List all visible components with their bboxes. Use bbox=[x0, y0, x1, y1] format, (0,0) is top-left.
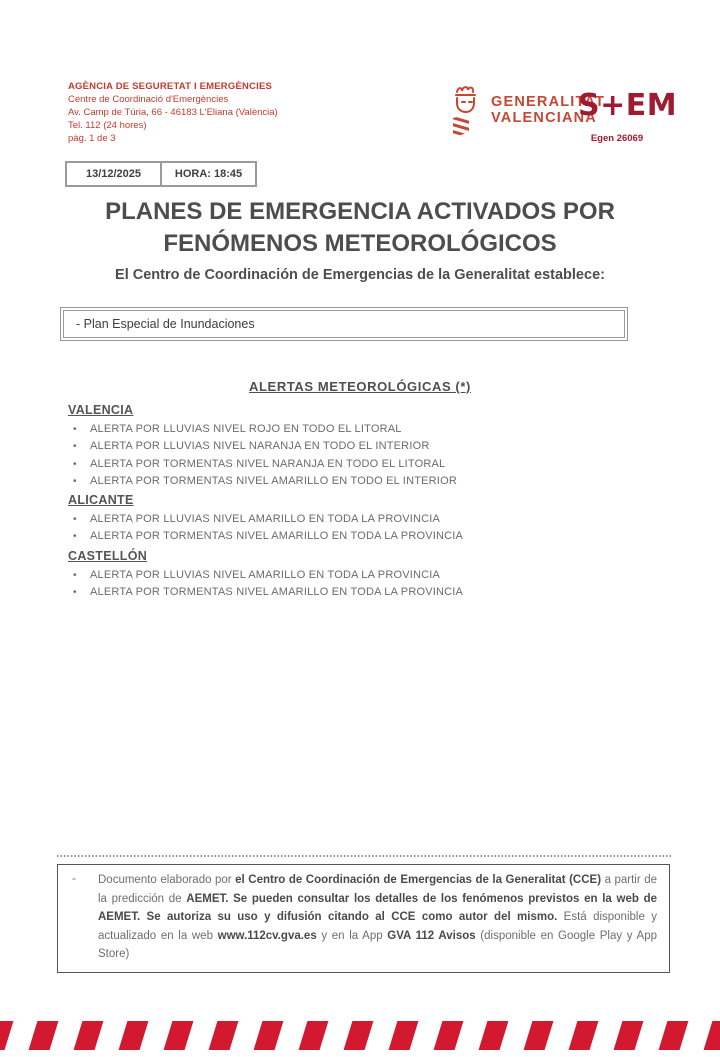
alert-item bbox=[68, 421, 650, 438]
red-stripe-icon bbox=[344, 1021, 374, 1050]
time-value: HORA: 18:45 bbox=[160, 163, 255, 185]
page-title-line2: FENÓMENOS METEOROLÓGICOS bbox=[163, 230, 557, 257]
gva-emblem-icon bbox=[449, 84, 483, 140]
agency-address-line: Tel. 112 (24 hores) bbox=[68, 120, 147, 131]
agency-address bbox=[68, 93, 278, 145]
footer-dash: - bbox=[72, 871, 76, 885]
alert-item bbox=[68, 567, 650, 584]
bullet-icon: • bbox=[73, 441, 77, 453]
dotted-separator bbox=[57, 855, 672, 857]
bullet-icon: • bbox=[73, 475, 77, 487]
province-section bbox=[68, 549, 650, 602]
province-section bbox=[68, 403, 650, 490]
sem-logo-egen-number: Egen 26069 bbox=[590, 133, 644, 144]
red-stripe-icon bbox=[0, 1021, 13, 1050]
alert-item bbox=[68, 473, 650, 490]
alert-text: ALERTA POR LLUVIAS NIVEL AMARILLO EN TODA LA PROVINCIA bbox=[90, 568, 441, 581]
bullet-icon: • bbox=[73, 424, 77, 435]
footer-segment-bold: AEMET. Se pueden consultar los detalles de los fenómenos previstos en la web de AEMET. Se autoriza su uso y difusión citando al CCE como autor del mismo. bbox=[98, 892, 657, 923]
red-stripe-icon bbox=[119, 1021, 149, 1050]
page-title-line1: PLANES DE EMERGENCIA ACTIVADOS POR bbox=[105, 198, 615, 225]
alerts-sections bbox=[68, 400, 650, 601]
alert-text: ALERTA POR TORMENTAS NIVEL AMARILLO EN TODO EL INTERIOR bbox=[90, 474, 457, 487]
agency-address-line: Centre de Coordinació d'Emergències bbox=[68, 94, 229, 105]
alert-text: ALERTA POR TORMENTAS NIVEL AMARILLO EN TODA LA PROVINCIA bbox=[90, 530, 464, 543]
alert-item bbox=[68, 456, 650, 473]
footer-segment: a partir de la predicción de bbox=[98, 874, 657, 905]
province-name: ALICANTE bbox=[68, 493, 134, 508]
footer-segment-bold: www.112cv.gva.es bbox=[217, 929, 317, 942]
datetime-box bbox=[65, 161, 257, 187]
active-plans-box bbox=[60, 307, 628, 341]
sem-logo-text: S+EM bbox=[578, 88, 678, 123]
bullet-icon: • bbox=[73, 587, 77, 599]
date-value: 13/12/2025 bbox=[85, 168, 142, 180]
bullet-icon: • bbox=[73, 514, 77, 526]
red-stripe-icon bbox=[29, 1021, 59, 1050]
bullet-icon: • bbox=[73, 531, 77, 543]
gva-logo-line1: GENERALITAT bbox=[491, 94, 606, 110]
footer-segment-bold: GVA 112 Avisos bbox=[387, 929, 476, 942]
alert-item bbox=[68, 584, 650, 601]
red-stripe-icon bbox=[704, 1021, 720, 1050]
alert-item bbox=[68, 511, 650, 528]
agency-address-line: pàg. 1 de 3 bbox=[68, 133, 116, 144]
bullet-icon: • bbox=[73, 569, 77, 581]
active-plans-list bbox=[63, 310, 625, 338]
footer-segment: y en la App bbox=[316, 929, 388, 942]
alerts-heading: ALERTAS METEOROLÓGICAS (*) bbox=[249, 379, 471, 394]
sem-logo bbox=[578, 88, 678, 144]
gva-logo-line2: VALENCIANA bbox=[491, 110, 597, 126]
footer-disclaimer-text bbox=[98, 871, 657, 964]
alert-text: ALERTA POR LLUVIAS NIVEL ROJO EN TODO EL LITORAL bbox=[90, 423, 402, 435]
alert-item bbox=[68, 528, 650, 545]
footer-segment: (disponible en Google Play y App Store) bbox=[98, 929, 657, 960]
footer-disclaimer-box bbox=[57, 864, 670, 973]
province-name: CASTELLÓN bbox=[68, 548, 148, 563]
red-stripe-icon bbox=[164, 1021, 194, 1050]
footer-segment: Está disponible y actualizado en la web bbox=[98, 911, 657, 942]
red-stripe-icon bbox=[389, 1021, 419, 1050]
red-stripe-icon bbox=[74, 1021, 104, 1050]
alert-text: ALERTA POR TORMENTAS NIVEL NARANJA EN TODO EL LITORAL bbox=[90, 457, 446, 470]
alert-text: ALERTA POR TORMENTAS NIVEL AMARILLO EN TODA LA PROVINCIA bbox=[90, 586, 464, 599]
agency-name: AGÈNCIA DE SEGURETAT I EMERGÈNCIES bbox=[68, 81, 273, 92]
alert-text: ALERTA POR LLUVIAS NIVEL AMARILLO EN TODA LA PROVINCIA bbox=[90, 513, 441, 526]
province-name: VALENCIA bbox=[68, 403, 134, 417]
red-stripe-icon bbox=[524, 1021, 554, 1050]
red-stripe-icon bbox=[299, 1021, 329, 1050]
red-stripe-icon bbox=[614, 1021, 644, 1050]
red-stripe-icon bbox=[659, 1021, 689, 1050]
page-title bbox=[0, 196, 720, 260]
agency-header bbox=[68, 80, 278, 145]
agency-address-line: Av. Camp de Túria, 66 - 46183 L'Eliana (València) bbox=[68, 107, 278, 118]
bullet-icon: • bbox=[73, 458, 77, 470]
red-stripe-icon bbox=[479, 1021, 509, 1050]
footer-segment: Documento elaborado por bbox=[98, 874, 236, 886]
red-stripe-icon bbox=[254, 1021, 284, 1050]
red-stripe-icon bbox=[434, 1021, 464, 1050]
red-stripe-icon bbox=[569, 1021, 599, 1050]
province-section bbox=[68, 493, 650, 546]
bottom-stripe-band bbox=[0, 1021, 720, 1050]
footer-segment-bold: el Centro de Coordinación de Emergencias de la Generalitat (CCE) bbox=[235, 874, 602, 886]
red-stripe-icon bbox=[209, 1021, 239, 1050]
active-plan-item: - Plan Especial de Inundaciones bbox=[76, 317, 255, 331]
alert-text: ALERTA POR LLUVIAS NIVEL NARANJA EN TODO EL INTERIOR bbox=[90, 440, 430, 453]
page-subtitle: El Centro de Coordinación de Emergencias de la Generalitat establece: bbox=[115, 267, 605, 283]
alert-item bbox=[68, 438, 650, 455]
